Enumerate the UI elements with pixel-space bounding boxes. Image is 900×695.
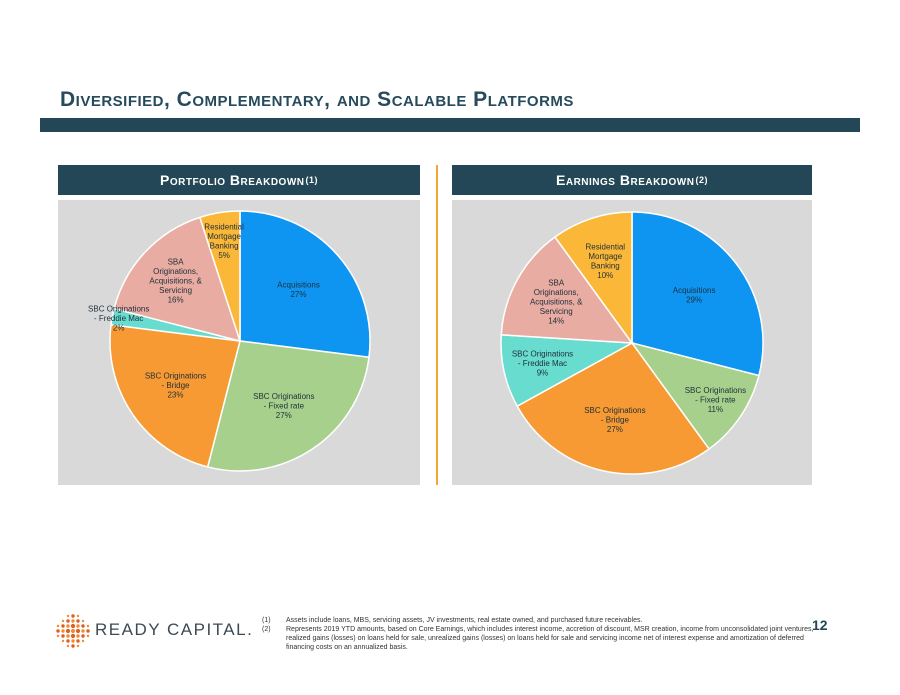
page-number: 12 (812, 617, 828, 633)
portfolio-chart-area (58, 200, 420, 485)
pie-label-sbc-originations-fixed-rate: SBC Originations - Fixed rate 11% (684, 386, 747, 415)
footnote-2-text: Represents 2019 YTD amounts, based on Core Earnings, which includes interest income, accretion of discount, MSR creation, income from unconsolidated joint ventures, realized gains (losses) on loans held for sale, unrealized gains (losses) on loans held for sale and servicing income net of interest expense and amortization of deferred financing costs on an annualized basis. (286, 626, 814, 651)
earnings-pie-chart (452, 200, 812, 485)
ready-capital-logo-icon (54, 612, 92, 650)
pie-label-sbc-originations-bridge: SBC Originations - Bridge 27% (584, 406, 646, 435)
panel-divider (436, 165, 438, 485)
page-title: Diversified, Complementary, and Scalable Platforms (60, 88, 574, 111)
portfolio-breakdown-title: Portfolio Breakdown (160, 172, 305, 188)
pie-label-acquisitions: Acquisitions 29% (672, 286, 716, 305)
footnotes (262, 616, 830, 652)
footnote-2 (262, 625, 830, 652)
pie-label-sbc-originations-freddie-mac: SBC Originations - Freddie Mac 9% (511, 349, 574, 378)
earnings-breakdown-header (452, 165, 812, 195)
footnote-1-mark: (1) (262, 617, 271, 624)
title-underline-bar (40, 118, 860, 132)
pie-label-acquisitions: Acquisitions 27% (277, 280, 320, 300)
pie-label-residential-mortgage-banking: Residential Mortgage Banking 5% (204, 222, 244, 261)
portfolio-pie-chart (58, 200, 420, 485)
pie-label-sba-originations-acquisitions-servicing: SBA Originations, Acquisitions, & Servicing 14% (529, 278, 583, 326)
earnings-breakdown-title: Earnings Breakdown (556, 172, 695, 188)
footnote-1-text: Assets include loans, MBS, servicing assets, JV investments, real estate owned, and purchased future receivables. (286, 617, 643, 624)
earnings-footnote-ref: (2) (695, 175, 708, 185)
pie-label-residential-mortgage-banking: Residential Mortgage Banking 10% (585, 242, 626, 280)
footnote-1 (262, 616, 830, 625)
pie-label-sbc-originations-bridge: SBC Originations - Bridge 23% (144, 371, 207, 400)
portfolio-breakdown-header (58, 165, 420, 195)
pie-label-sbc-originations-freddie-mac: SBC Originations - Freddie Mac 2% (88, 304, 150, 333)
ready-capital-logo-text: READY CAPITAL. (95, 620, 254, 639)
pie-label-sbc-originations-fixed-rate: SBC Originations - Fixed rate 27% (253, 392, 315, 420)
footnote-2-mark: (2) (262, 626, 271, 633)
pie-label-sba-originations-acquisitions-servicing: SBA Originations, Acquisitions, & Servicing 16% (149, 257, 202, 305)
portfolio-footnote-ref: (1) (305, 175, 318, 185)
earnings-chart-area (452, 200, 812, 485)
